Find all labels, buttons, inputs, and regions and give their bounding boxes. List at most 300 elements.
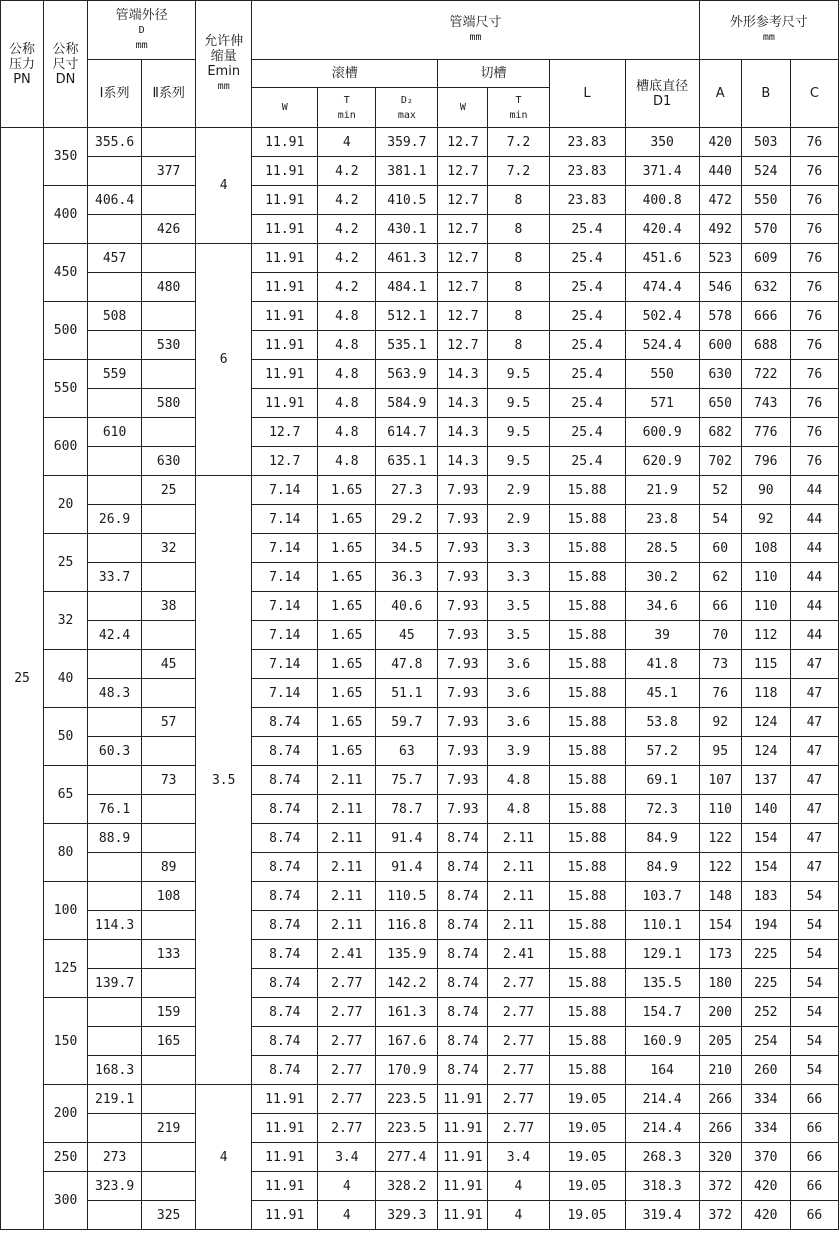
header-roll-t [318, 88, 376, 128]
cell-a: 122 [699, 824, 741, 853]
table-row [1, 273, 839, 302]
header-series1: Ⅰ系列 [88, 60, 142, 128]
cell-l: 25.4 [549, 273, 625, 302]
cell-cw: 14.3 [438, 360, 488, 389]
cell-s2 [142, 563, 196, 592]
cell-rt: 1.65 [318, 592, 376, 621]
cell-d2: 563.9 [376, 360, 438, 389]
cell-cw: 7.93 [438, 592, 488, 621]
cell-s2 [142, 679, 196, 708]
cell-d1: 371.4 [625, 157, 699, 186]
cell-s2 [142, 795, 196, 824]
dn-cell: 40 [44, 650, 88, 708]
cell-cw: 11.91 [438, 1201, 488, 1230]
cell-l: 15.88 [549, 766, 625, 795]
cell-b: 420 [741, 1172, 790, 1201]
cell-ct: 4.8 [488, 795, 549, 824]
cell-rw: 8.74 [252, 911, 318, 940]
cell-rw: 7.14 [252, 534, 318, 563]
cell-cw: 8.74 [438, 1027, 488, 1056]
cell-l: 15.88 [549, 911, 625, 940]
cell-c: 76 [790, 418, 838, 447]
cell-rw: 11.91 [252, 244, 318, 273]
cell-s2: 159 [142, 998, 196, 1027]
cell-d2: 110.5 [376, 882, 438, 911]
cell-s2 [142, 969, 196, 998]
cell-c: 54 [790, 998, 838, 1027]
cell-s1: 48.3 [88, 679, 142, 708]
header-c: C [790, 60, 838, 128]
cell-l: 19.05 [549, 1143, 625, 1172]
cell-cw: 11.91 [438, 1172, 488, 1201]
table-row [1, 708, 839, 737]
cell-cw: 14.3 [438, 418, 488, 447]
cell-ct: 7.2 [488, 157, 549, 186]
cell-ct: 8 [488, 331, 549, 360]
header-emin-sym: Emin [207, 64, 241, 79]
cell-d2: 512.1 [376, 302, 438, 331]
cell-b: 420 [741, 1201, 790, 1230]
table-row [1, 998, 839, 1027]
cell-cw: 7.93 [438, 679, 488, 708]
header-roll-w-label: W [281, 102, 288, 113]
cell-a: 66 [699, 592, 741, 621]
cell-d1: 268.3 [625, 1143, 699, 1172]
cell-d2: 142.2 [376, 969, 438, 998]
cell-s2 [142, 621, 196, 650]
cell-b: 334 [741, 1114, 790, 1143]
table-row [1, 244, 839, 273]
cell-b: 688 [741, 331, 790, 360]
cell-d1: 451.6 [625, 244, 699, 273]
cell-rt: 2.77 [318, 1085, 376, 1114]
emin-cell: 4 [196, 1085, 252, 1230]
cell-s1: 559 [88, 360, 142, 389]
cell-s2 [142, 360, 196, 389]
cell-c: 76 [790, 302, 838, 331]
cell-s1 [88, 476, 142, 505]
cell-b: 115 [741, 650, 790, 679]
cell-b: 108 [741, 534, 790, 563]
cell-d1: 524.4 [625, 331, 699, 360]
cell-d2: 29.2 [376, 505, 438, 534]
cell-d1: 23.8 [625, 505, 699, 534]
cell-ct: 2.41 [488, 940, 549, 969]
cell-b: 503 [741, 128, 790, 157]
cell-rt: 4 [318, 128, 376, 157]
cell-c: 76 [790, 447, 838, 476]
cell-s2: 377 [142, 157, 196, 186]
header-emin-unit: mm [217, 81, 230, 92]
header-pipe-end-unit: mm [469, 32, 482, 43]
cell-cw: 11.91 [438, 1085, 488, 1114]
cell-a: 266 [699, 1085, 741, 1114]
cell-rt: 4.2 [318, 186, 376, 215]
cell-d1: 41.8 [625, 650, 699, 679]
cell-s1: 33.7 [88, 563, 142, 592]
table-row [1, 157, 839, 186]
cell-b: 118 [741, 679, 790, 708]
cell-a: 173 [699, 940, 741, 969]
cell-d1: 21.9 [625, 476, 699, 505]
cell-c: 54 [790, 940, 838, 969]
cell-rt: 2.77 [318, 998, 376, 1027]
cell-b: 632 [741, 273, 790, 302]
cell-d2: 78.7 [376, 795, 438, 824]
cell-rt: 4.2 [318, 273, 376, 302]
cell-ct: 3.6 [488, 708, 549, 737]
cell-cw: 12.7 [438, 215, 488, 244]
cell-a: 54 [699, 505, 741, 534]
cell-s1: 26.9 [88, 505, 142, 534]
cell-s1 [88, 215, 142, 244]
cell-b: 334 [741, 1085, 790, 1114]
cell-s1: 508 [88, 302, 142, 331]
cell-cw: 7.93 [438, 708, 488, 737]
cell-rw: 11.91 [252, 215, 318, 244]
cell-rw: 11.91 [252, 186, 318, 215]
cell-cw: 8.74 [438, 1056, 488, 1085]
cell-rw: 8.74 [252, 853, 318, 882]
cell-c: 44 [790, 505, 838, 534]
cell-a: 148 [699, 882, 741, 911]
dn-cell: 250 [44, 1143, 88, 1172]
cell-s1: 406.4 [88, 186, 142, 215]
header-pipe-end-label: 管端尺寸 [449, 15, 502, 30]
cell-l: 15.88 [549, 824, 625, 853]
cell-rt: 4 [318, 1172, 376, 1201]
cell-ct: 3.4 [488, 1143, 549, 1172]
table-row [1, 447, 839, 476]
cell-d2: 167.6 [376, 1027, 438, 1056]
cell-d1: 28.5 [625, 534, 699, 563]
cell-b: 124 [741, 737, 790, 766]
cell-s2: 73 [142, 766, 196, 795]
cell-a: 210 [699, 1056, 741, 1085]
cell-rt: 4.2 [318, 157, 376, 186]
header-l: L [549, 60, 625, 128]
cell-c: 66 [790, 1085, 838, 1114]
cell-l: 15.88 [549, 882, 625, 911]
cell-s1 [88, 766, 142, 795]
cell-b: 154 [741, 853, 790, 882]
cell-c: 44 [790, 563, 838, 592]
cell-rw: 11.91 [252, 157, 318, 186]
cell-rw: 7.14 [252, 476, 318, 505]
cell-d1: 103.7 [625, 882, 699, 911]
cell-c: 54 [790, 911, 838, 940]
cell-rw: 7.14 [252, 563, 318, 592]
cell-s1 [88, 157, 142, 186]
table-row [1, 1143, 839, 1172]
cell-l: 25.4 [549, 215, 625, 244]
cell-s2 [142, 824, 196, 853]
table-row [1, 418, 839, 447]
cell-rw: 8.74 [252, 737, 318, 766]
cell-l: 15.88 [549, 737, 625, 766]
cell-rw: 11.91 [252, 1085, 318, 1114]
cell-s2: 108 [142, 882, 196, 911]
header-pipe-od-sym: D [138, 24, 145, 36]
table-row [1, 766, 839, 795]
cell-rt: 4.8 [318, 447, 376, 476]
table-row [1, 824, 839, 853]
cell-a: 702 [699, 447, 741, 476]
cell-rt: 4.8 [318, 418, 376, 447]
dn-cell: 600 [44, 418, 88, 476]
cell-b: 609 [741, 244, 790, 273]
cell-c: 76 [790, 215, 838, 244]
cell-d1: 45.1 [625, 679, 699, 708]
cell-a: 266 [699, 1114, 741, 1143]
cell-d1: 39 [625, 621, 699, 650]
cell-rw: 8.74 [252, 708, 318, 737]
cell-d2: 614.7 [376, 418, 438, 447]
cell-d1: 69.1 [625, 766, 699, 795]
cell-rt: 2.11 [318, 853, 376, 882]
table-row [1, 215, 839, 244]
cell-s1 [88, 882, 142, 911]
cell-ct: 9.5 [488, 360, 549, 389]
cell-cw: 8.74 [438, 998, 488, 1027]
cell-s1 [88, 592, 142, 621]
cell-c: 44 [790, 534, 838, 563]
cell-s2: 25 [142, 476, 196, 505]
cell-rw: 11.91 [252, 389, 318, 418]
cell-c: 54 [790, 1027, 838, 1056]
cell-d2: 59.7 [376, 708, 438, 737]
cell-d2: 45 [376, 621, 438, 650]
emin-cell: 4 [196, 128, 252, 244]
cell-d1: 502.4 [625, 302, 699, 331]
cell-cw: 12.7 [438, 302, 488, 331]
cell-c: 44 [790, 476, 838, 505]
cell-l: 15.88 [549, 650, 625, 679]
cell-c: 76 [790, 273, 838, 302]
table-row [1, 389, 839, 418]
dn-cell: 32 [44, 592, 88, 650]
cell-a: 52 [699, 476, 741, 505]
dn-cell: 20 [44, 476, 88, 534]
cell-s2: 89 [142, 853, 196, 882]
cell-ct: 8 [488, 273, 549, 302]
table-row [1, 128, 839, 157]
cell-ct: 9.5 [488, 389, 549, 418]
cell-l: 25.4 [549, 302, 625, 331]
cell-l: 25.4 [549, 331, 625, 360]
cell-s1 [88, 534, 142, 563]
cell-d2: 51.1 [376, 679, 438, 708]
cell-rw: 7.14 [252, 505, 318, 534]
cell-rw: 11.91 [252, 273, 318, 302]
cell-s2 [142, 128, 196, 157]
table-row [1, 1201, 839, 1230]
cell-ct: 2.11 [488, 853, 549, 882]
cell-s1 [88, 1027, 142, 1056]
cell-s2: 165 [142, 1027, 196, 1056]
cell-a: 630 [699, 360, 741, 389]
cell-ct: 2.77 [488, 969, 549, 998]
cell-s2: 480 [142, 273, 196, 302]
cell-d1: 57.2 [625, 737, 699, 766]
cell-d2: 381.1 [376, 157, 438, 186]
cell-d1: 110.1 [625, 911, 699, 940]
cell-s1 [88, 998, 142, 1027]
header-pipe-od-label: 管端外径 [115, 7, 168, 23]
cell-c: 66 [790, 1143, 838, 1172]
cell-cw: 8.74 [438, 940, 488, 969]
header-pn: 公称压力PN [1, 1, 44, 128]
pn-cell: 25 [1, 128, 44, 1230]
cell-d2: 91.4 [376, 824, 438, 853]
cell-s2: 530 [142, 331, 196, 360]
cell-ct: 2.11 [488, 882, 549, 911]
cell-cw: 8.74 [438, 824, 488, 853]
cell-d1: 474.4 [625, 273, 699, 302]
cell-d1: 400.8 [625, 186, 699, 215]
cell-d2: 47.8 [376, 650, 438, 679]
cell-ct: 2.11 [488, 911, 549, 940]
cell-a: 70 [699, 621, 741, 650]
header-outline-label: 外形参考尺寸 [729, 15, 808, 30]
cell-cw: 11.91 [438, 1143, 488, 1172]
cell-c: 47 [790, 650, 838, 679]
cell-b: 722 [741, 360, 790, 389]
dn-cell: 450 [44, 244, 88, 302]
cell-s2: 426 [142, 215, 196, 244]
cell-c: 76 [790, 360, 838, 389]
cell-s1: 42.4 [88, 621, 142, 650]
cell-rt: 1.65 [318, 476, 376, 505]
cell-d2: 170.9 [376, 1056, 438, 1085]
cell-s1: 60.3 [88, 737, 142, 766]
dn-cell: 150 [44, 998, 88, 1085]
cell-l: 25.4 [549, 418, 625, 447]
cell-s2 [142, 1056, 196, 1085]
cell-d2: 75.7 [376, 766, 438, 795]
cell-ct: 3.6 [488, 679, 549, 708]
cell-s2 [142, 1172, 196, 1201]
header-roll-t-sub: min [337, 109, 356, 121]
cell-b: 154 [741, 824, 790, 853]
cell-s1: 355.6 [88, 128, 142, 157]
table-row [1, 1085, 839, 1114]
cell-s2 [142, 418, 196, 447]
cell-ct: 8 [488, 244, 549, 273]
cell-d1: 154.7 [625, 998, 699, 1027]
cell-s1 [88, 853, 142, 882]
header-emin-label: 允许伸缩量 [204, 34, 244, 64]
cell-l: 23.83 [549, 157, 625, 186]
cell-d2: 410.5 [376, 186, 438, 215]
cell-l: 19.05 [549, 1085, 625, 1114]
cell-s2: 580 [142, 389, 196, 418]
cell-rt: 4.8 [318, 360, 376, 389]
cell-c: 44 [790, 621, 838, 650]
cell-rw: 11.91 [252, 1114, 318, 1143]
cell-s1: 457 [88, 244, 142, 273]
cell-a: 95 [699, 737, 741, 766]
cell-cw: 14.3 [438, 447, 488, 476]
cell-l: 19.05 [549, 1172, 625, 1201]
cell-ct: 2.9 [488, 505, 549, 534]
header-cut-groove: 切槽 [438, 60, 549, 88]
cell-rw: 7.14 [252, 621, 318, 650]
cell-c: 47 [790, 824, 838, 853]
cell-ct: 8 [488, 186, 549, 215]
cell-c: 47 [790, 795, 838, 824]
cell-d2: 91.4 [376, 853, 438, 882]
cell-s1 [88, 447, 142, 476]
cell-ct: 7.2 [488, 128, 549, 157]
cell-d2: 223.5 [376, 1114, 438, 1143]
cell-s2 [142, 505, 196, 534]
cell-ct: 2.9 [488, 476, 549, 505]
cell-rt: 2.77 [318, 1114, 376, 1143]
dn-cell: 125 [44, 940, 88, 998]
dn-cell: 300 [44, 1172, 88, 1230]
cell-c: 47 [790, 766, 838, 795]
header-dn: 公称尺寸DN [44, 1, 88, 128]
header-outline [699, 1, 838, 60]
cell-c: 66 [790, 1172, 838, 1201]
table-row [1, 331, 839, 360]
cell-d1: 600.9 [625, 418, 699, 447]
cell-cw: 12.7 [438, 157, 488, 186]
cell-d1: 160.9 [625, 1027, 699, 1056]
emin-cell: 6 [196, 244, 252, 476]
cell-rw: 11.91 [252, 128, 318, 157]
cell-ct: 8 [488, 215, 549, 244]
cell-rt: 4.2 [318, 244, 376, 273]
header-roll-d2-label: D₂ [400, 94, 413, 106]
cell-l: 19.05 [549, 1201, 625, 1230]
header-cut-t-label: T [515, 94, 522, 106]
table-row [1, 679, 839, 708]
cell-l: 15.88 [549, 969, 625, 998]
cell-d2: 277.4 [376, 1143, 438, 1172]
cell-cw: 12.7 [438, 273, 488, 302]
cell-rw: 8.74 [252, 1027, 318, 1056]
cell-cw: 14.3 [438, 389, 488, 418]
cell-rw: 7.14 [252, 592, 318, 621]
cell-cw: 12.7 [438, 331, 488, 360]
cell-a: 320 [699, 1143, 741, 1172]
cell-c: 44 [790, 592, 838, 621]
cell-a: 472 [699, 186, 741, 215]
cell-rw: 8.74 [252, 998, 318, 1027]
cell-d2: 430.1 [376, 215, 438, 244]
table-row [1, 302, 839, 331]
cell-rw: 8.74 [252, 940, 318, 969]
cell-b: 252 [741, 998, 790, 1027]
table-body [1, 128, 839, 1230]
cell-d1: 214.4 [625, 1085, 699, 1114]
cell-a: 372 [699, 1201, 741, 1230]
cell-s1: 323.9 [88, 1172, 142, 1201]
cell-a: 546 [699, 273, 741, 302]
cell-s1: 76.1 [88, 795, 142, 824]
cell-s1: 610 [88, 418, 142, 447]
cell-rt: 4.8 [318, 331, 376, 360]
cell-b: 254 [741, 1027, 790, 1056]
cell-s2 [142, 737, 196, 766]
cell-s1: 88.9 [88, 824, 142, 853]
cell-rw: 8.74 [252, 882, 318, 911]
cell-b: 90 [741, 476, 790, 505]
cell-cw: 8.74 [438, 911, 488, 940]
cell-c: 54 [790, 882, 838, 911]
